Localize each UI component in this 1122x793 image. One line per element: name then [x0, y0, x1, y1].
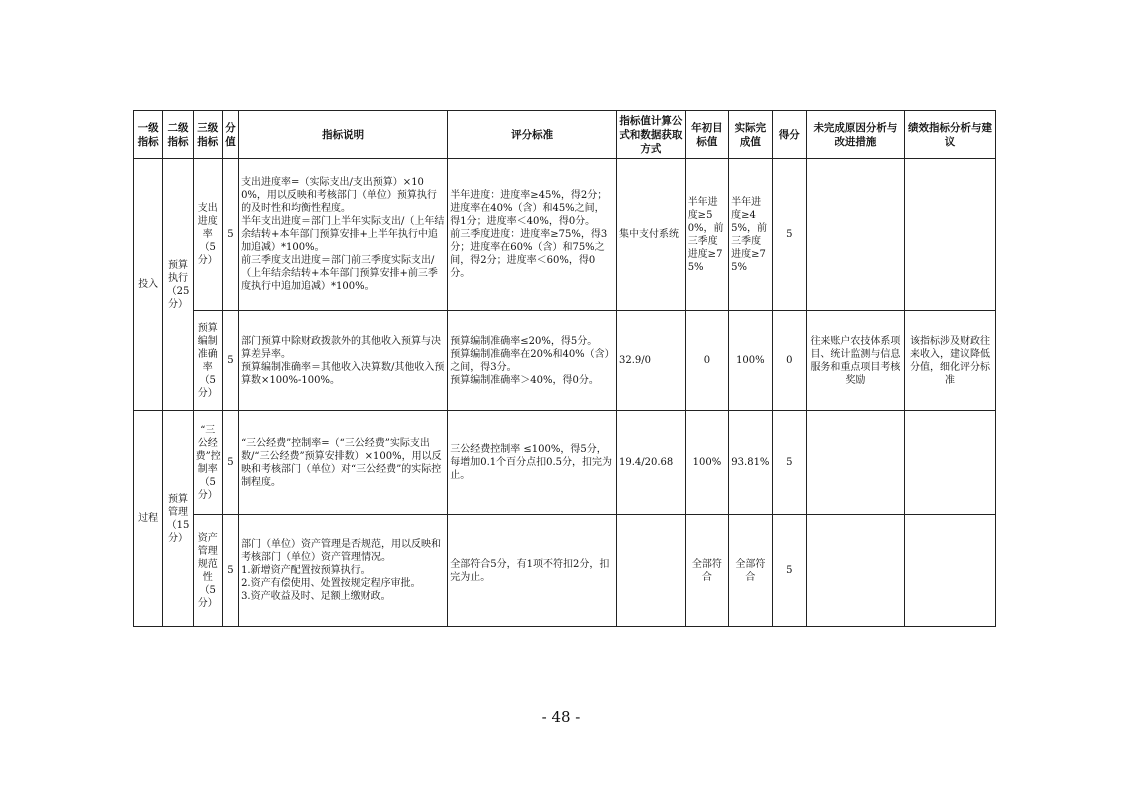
- header-row: [134, 111, 996, 159]
- level2-cell: 预算执行（25分）: [163, 159, 193, 411]
- score-cell: 5: [772, 411, 806, 515]
- table-row: [134, 311, 996, 411]
- header-level2: 二级指标: [163, 111, 193, 159]
- score-value-cell: 5: [222, 311, 238, 411]
- header-level3: 三级指标: [193, 111, 222, 159]
- header-level1: 一级指标: [134, 111, 163, 159]
- suggestion-cell: [904, 515, 995, 627]
- reason-cell: [806, 159, 904, 311]
- header-actual: 实际完成值: [729, 111, 772, 159]
- actual-cell: 全部符合: [729, 515, 772, 627]
- score-value-cell: 5: [222, 411, 238, 515]
- score-cell: 0: [772, 311, 806, 411]
- formula-cell: 32.9/0: [616, 311, 685, 411]
- criteria-cell: 预算编制准确率≤20%，得5分。 预算编制准确率在20%和40%（含）之间，得3分。 预算编制准确率＞40%，得0分。: [448, 311, 617, 411]
- level3-cell: 资产管理规范性（5分）: [193, 515, 222, 627]
- header-reason: 未完成原因分析与改进措施: [806, 111, 904, 159]
- formula-cell: 19.4/20.68: [616, 411, 685, 515]
- header-score-value: 分值: [222, 111, 238, 159]
- formula-cell: [616, 515, 685, 627]
- page-number: - 48 -: [541, 708, 581, 726]
- criteria-cell: 三公经费控制率 ≤100%，得5分，每增加0.1个百分点扣0.5分，扣完为止。: [448, 411, 617, 515]
- description-cell: 部门预算中除财政拨款外的其他收入预算与决算差异率。 预算编制准确率＝其他收入决算数/其他收入预算数×100%-100%。: [239, 311, 448, 411]
- level2-cell: 预算管理（15分）: [163, 411, 193, 627]
- level3-cell: “三公经费”控制率（5分）: [193, 411, 222, 515]
- level1-cell: 过程: [134, 411, 163, 627]
- level1-cell: 投入: [134, 159, 163, 411]
- suggestion-cell: [904, 411, 995, 515]
- description-cell: “三公经费”控制率=（“三公经费”实际支出数/“三公经费”预算安排数）×100%，用以反映和考核部门（单位）对“三公经费”的实际控制程度。: [239, 411, 448, 515]
- score-cell: 5: [772, 159, 806, 311]
- target-cell: 0: [685, 311, 728, 411]
- table-row: [134, 159, 996, 311]
- target-cell: 100%: [685, 411, 728, 515]
- actual-cell: 93.81%: [729, 411, 772, 515]
- header-suggestion: 绩效指标分析与建议: [904, 111, 995, 159]
- target-cell: 全部符合: [685, 515, 728, 627]
- table-row: [134, 411, 996, 515]
- criteria-cell: 全部符合5分，有1项不符扣2分，扣完为止。: [448, 515, 617, 627]
- formula-cell: 集中支付系统: [616, 159, 685, 311]
- header-formula: 指标值计算公式和数据获取方式: [616, 111, 685, 159]
- description-cell: 部门（单位）资产管理是否规范，用以反映和考核部门（单位）资产管理情况。 1.新增资产配置按预算执行。 2.资产有偿使用、处置按规定程序审批。 3.资产收益及时、足额上缴财政。: [239, 515, 448, 627]
- score-value-cell: 5: [222, 159, 238, 311]
- header-criteria: 评分标准: [448, 111, 617, 159]
- level3-cell: 支出进度率（5分）: [193, 159, 222, 311]
- description-cell: 支出进度率=（实际支出/支出预算）×100%，用以反映和考核部门（单位）预算执行的及时性和均衡性程度。 半年支出进度＝部门上半年实际支出/（上年结余结转+本年部门预算安排+上半年执行中追加追减）*100%。 前三季度支出进度＝部门前三季度实际支出/（上年结余结转+本年部门预算安排+前三季度执行中追加追减）*100%。: [239, 159, 448, 311]
- suggestion-cell: [904, 159, 995, 311]
- score-value-cell: 5: [222, 515, 238, 627]
- reason-cell: [806, 411, 904, 515]
- level3-cell: 预算编制准确率（5分）: [193, 311, 222, 411]
- table-row: [134, 515, 996, 627]
- actual-cell: 半年进度≥45%，前三季度进度≥75%: [729, 159, 772, 311]
- criteria-cell: 半年进度：进度率≥45%，得2分；进度率在40%（含）和45%之间，得1分；进度率＜40%，得0分。 前三季度进度：进度率≥75%，得3分；进度率在60%（含）和75%之间，得2分；进度率＜60%，得0分。: [448, 159, 617, 311]
- score-cell: 5: [772, 515, 806, 627]
- suggestion-cell: 该指标涉及财政往来收入，建议降低分值，细化评分标准: [904, 311, 995, 411]
- actual-cell: 100%: [729, 311, 772, 411]
- header-target: 年初目标值: [685, 111, 728, 159]
- reason-cell: [806, 515, 904, 627]
- performance-evaluation-table: [133, 110, 996, 627]
- target-cell: 半年进度≥50%，前三季度进度≥75%: [685, 159, 728, 311]
- header-description: 指标说明: [239, 111, 448, 159]
- header-score: 得分: [772, 111, 806, 159]
- reason-cell: 往来账户农技体系项目、统计监测与信息服务和重点项目考核奖励: [806, 311, 904, 411]
